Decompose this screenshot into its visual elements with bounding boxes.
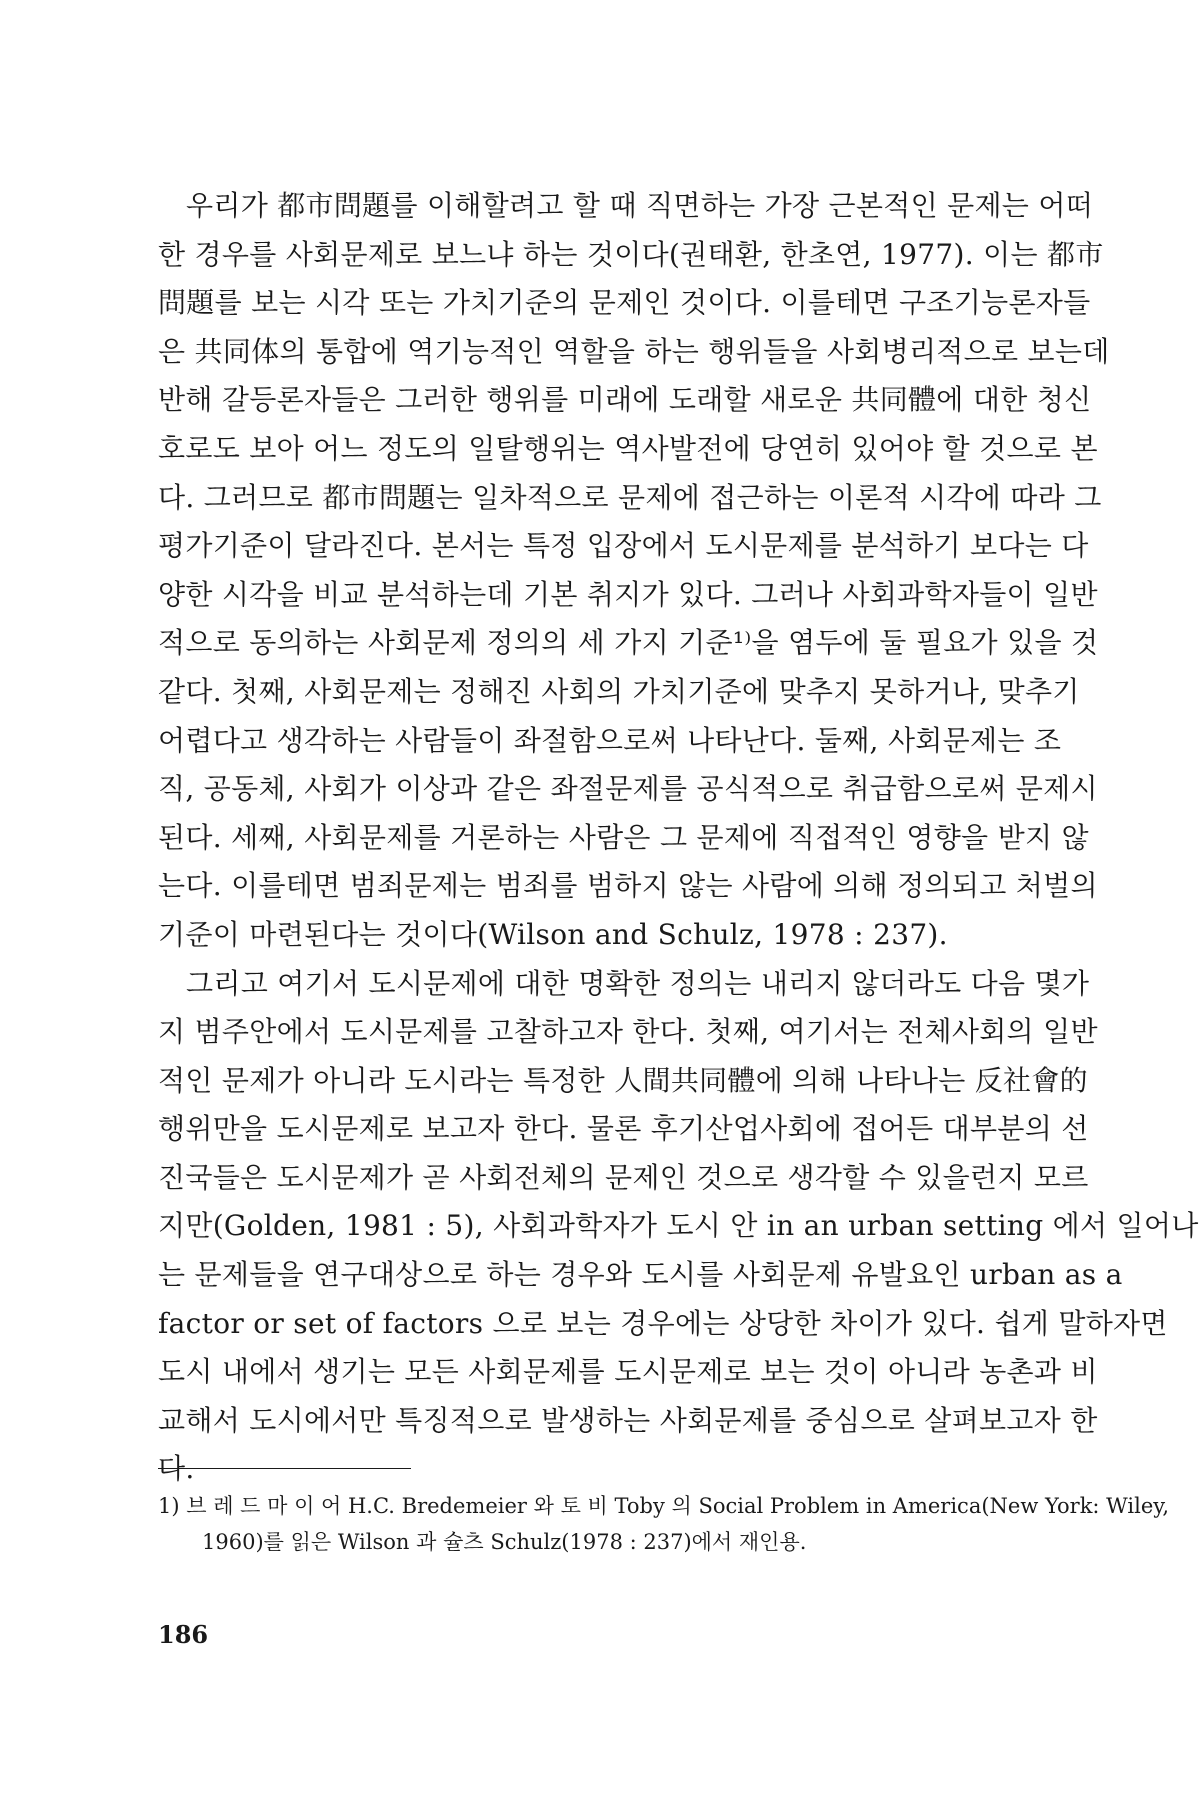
text-line: 은 共同体의 통합에 역기능적인 역할을 하는 행위들을 사회병리적으로 보는데 [158,334,1110,368]
text-line: 된다. 세째, 사회문제를 거론하는 사람은 그 문제에 직접적인 영향을 받지 않 [158,820,1089,854]
text-line: 반해 갈등론자들은 그러한 행위를 미래에 도래할 새로운 共同體에 대한 청신 [158,383,1092,417]
text-line: 다. [158,1452,195,1486]
text-line: 교해서 도시에서만 특징적으로 발생하는 사회문제를 중심으로 살펴보고자 한 [158,1403,1098,1437]
text-line: 적인 문제가 아니라 도시라는 특정한 人間共同體에 의해 나타나는 反社會的 [158,1063,1088,1097]
text-line: 그리고 여기서 도시문제에 대한 명확한 정의는 내리지 않더라도 다음 몇가 [186,966,1090,1000]
text-line: 는다. 이를테면 범죄문제는 범죄를 범하지 않는 사람에 의해 정의되고 처벌의 [158,869,1098,903]
page-number: 186 [158,1620,209,1649]
text-line: 같다. 첫째, 사회문제는 정해진 사회의 가치기준에 맞추지 못하거나, 맞추기 [158,674,1080,708]
text-line: 問題를 보는 시각 또는 가치기준의 문제인 것이다. 이를테면 구조기능론자들 [158,286,1091,320]
text-line: 적으로 동의하는 사회문제 정의의 세 가지 기준¹⁾을 염두에 둘 필요가 있을 것 [158,626,1099,660]
text-line: 진국들은 도시문제가 곧 사회전체의 문제인 것으로 생각할 수 있을런지 모르 [158,1160,1089,1194]
text-line: 양한 시각을 비교 분석하는데 기본 취지가 있다. 그러나 사회과학자들이 일반 [158,577,1098,611]
text-line: 어렵다고 생각하는 사람들이 좌절함으로써 나타난다. 둘째, 사회문제는 조 [158,723,1062,757]
text-line: 지만(Golden, 1981 : 5), 사회과학자가 도시 안 in an urban setting 에서 일어나 [158,1209,1199,1243]
footnotes [158,1488,1170,1560]
text-line: 행위만을 도시문제로 보고자 한다. 물론 후기산업사회에 접어든 대부분의 선 [158,1112,1089,1146]
footnote-divider [158,1468,411,1469]
text-line: factor or set of factors 으로 보는 경우에는 상당한 차이가 있다. 쉽게 말하자면 [158,1306,1168,1340]
text-line: 우리가 都市問題를 이해할려고 할 때 직면하는 가장 근본적인 문제는 어떠 [186,189,1094,222]
text-line: 는 문제들을 연구대상으로 하는 경우와 도시를 사회문제 유발요인 urban as a [158,1258,1123,1292]
text-line: 기준이 마련된다는 것이다(Wilson and Schulz, 1978 : 237). [158,917,948,951]
text-line: 호로도 보아 어느 정도의 일탈행위는 역사발전에 당연히 있어야 할 것으로 본 [158,431,1098,465]
text-line: 다. 그러므로 都市問題는 일차적으로 문제에 접근하는 이론적 시각에 따라 그 [158,480,1102,514]
text-line: 지 범주안에서 도시문제를 고찰하고자 한다. 첫째, 여기서는 전체사회의 일반 [158,1015,1098,1049]
text-line: 한 경우를 사회문제로 보느냐 하는 것이다(권태환, 한초연, 1977). 이는 都市 [158,237,1104,271]
footnote-line: 1) 브 레 드 마 이 어 H.C. Bredemeier 와 토 비 Toby 의 Social Problem in America(New York: Wiley, [158,1494,1170,1518]
text-line: 직, 공동체, 사회가 이상과 같은 좌절문제를 공식적으로 취급함으로써 문제시 [158,772,1098,806]
footnote-line: 1960)를 읽은 Wilson 과 슐츠 Schulz(1978 : 237)에서 재인용. [202,1530,807,1554]
text-line: 도시 내에서 생기는 모든 사회문제를 도시문제로 보는 것이 아니라 농촌과 비 [158,1355,1098,1389]
body-text [158,182,1199,1494]
text-line: 평가기준이 달라진다. 본서는 특정 입장에서 도시문제를 분석하기 보다는 다 [158,529,1089,563]
